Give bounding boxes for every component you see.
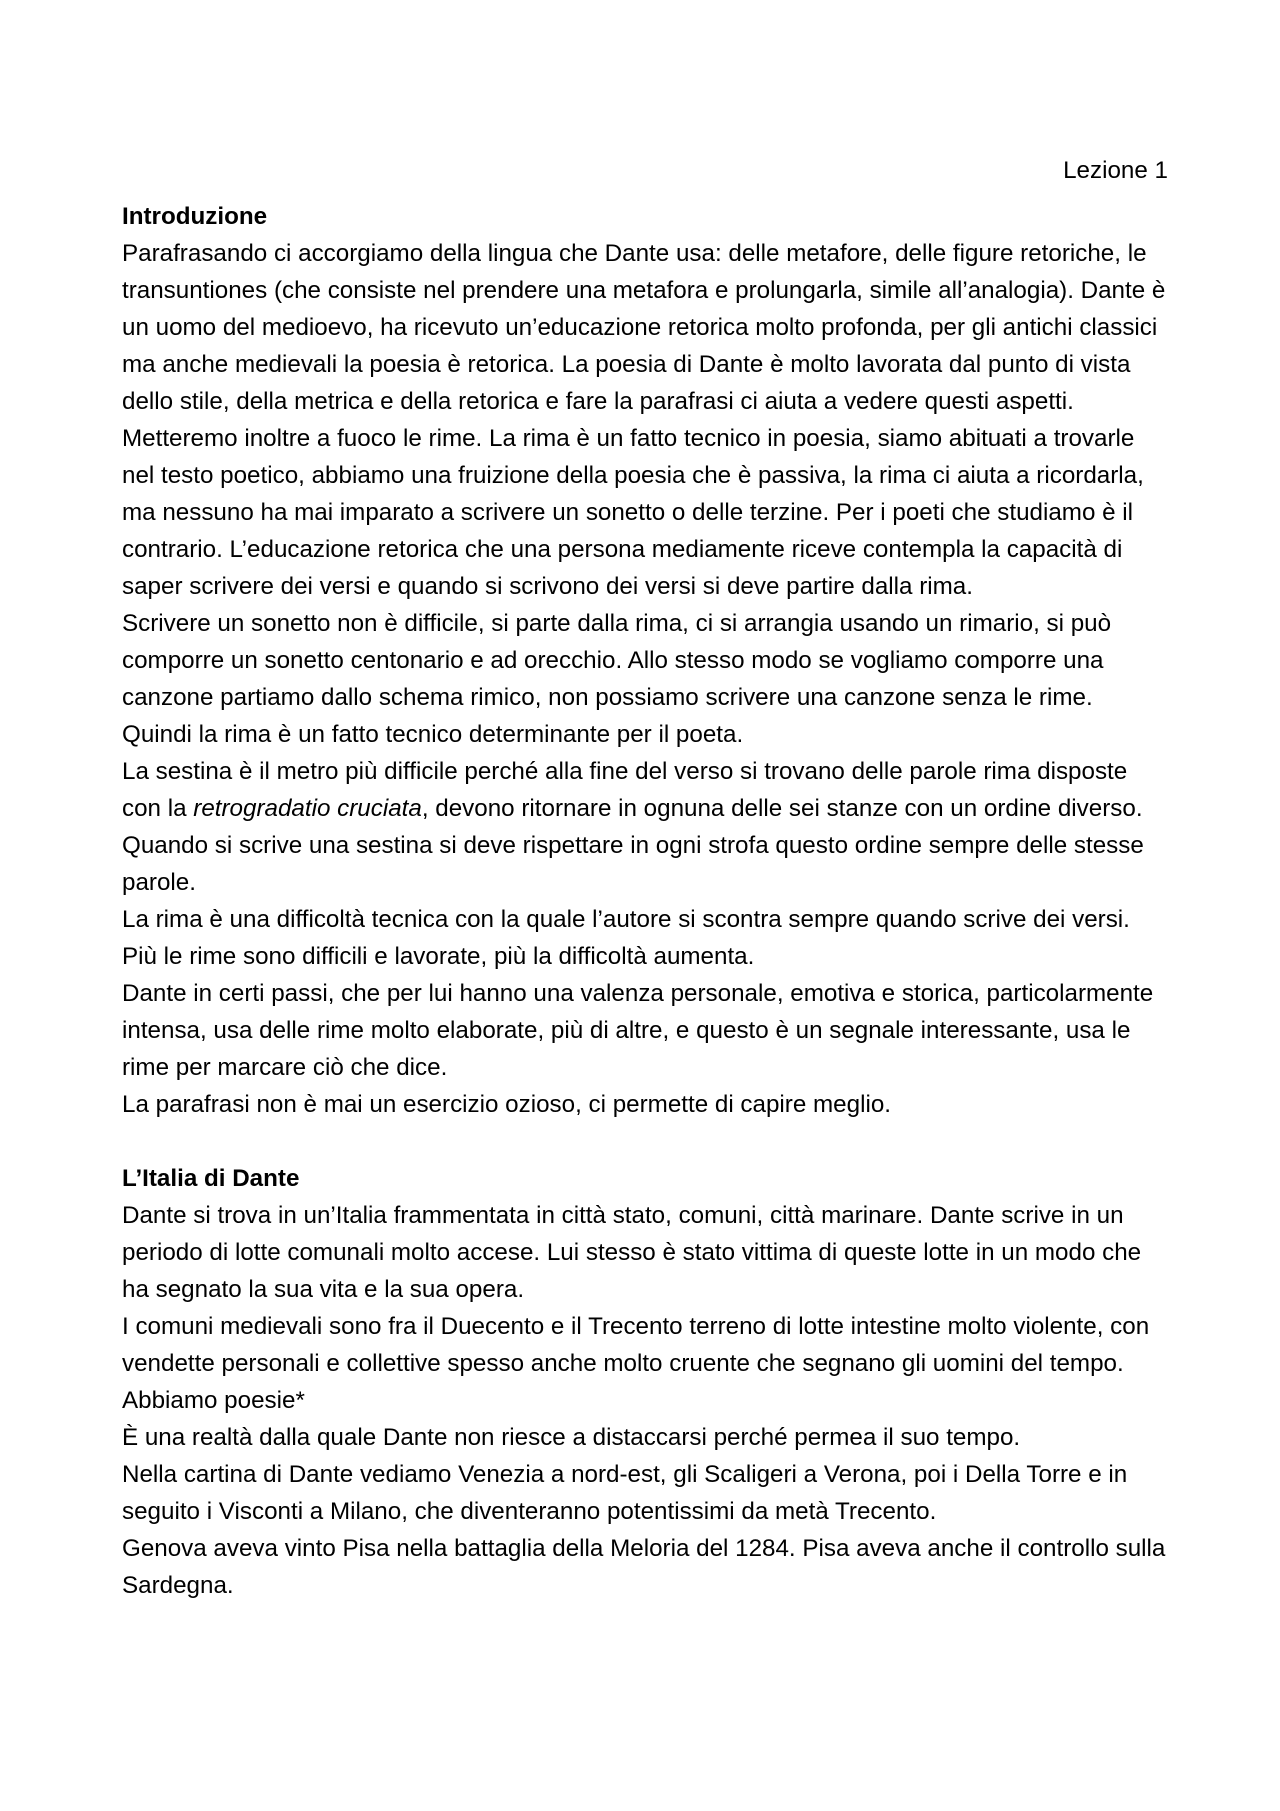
paragraph: La rima è una difficoltà tecnica con la quale l’autore si scontra sempre quando scrive dei versi. Più le rime sono difficili e lavorate, più la difficoltà aumenta. xyxy=(122,906,1130,970)
lesson-label: Lezione 1 xyxy=(1063,157,1168,184)
paragraph: I comuni medievali sono fra il Duecento e il Trecento terreno di lotte intestine molto violente, con vendette personali e collettive spesso anche molto cruente che segnano gli uomini del tempo. Abbiamo poesie* xyxy=(122,1313,1150,1414)
blank-line xyxy=(122,1123,1168,1160)
section-title-introduzione: Introduzione xyxy=(122,203,268,230)
paragraph: Parafrasando ci accorgiamo della lingua che Dante usa: delle metafore, delle figure retoriche, le transuntiones (che consiste nel prendere una metafora e prolungarla, simile all’analogia). Dante è un uomo del medioevo, ha ricevuto un’educazione retorica molto profonda, per gli antichi classici ma anche medievali la poesia è retorica. La poesia di Dante è molto lavorata dal punto di vista dello stile, della metrica e della retorica e fare la parafrasi ci aiuta a vedere questi aspetti. xyxy=(122,240,1166,415)
document-body xyxy=(122,152,1168,1604)
paragraph-sestina xyxy=(122,753,1168,901)
paragraph: Genova aveva vinto Pisa nella battaglia della Meloria del 1284. Pisa aveva anche il controllo sulla Sardegna. xyxy=(122,1535,1166,1599)
paragraph-text: La sestina è il metro più difficile perché alla fine del verso si trovano delle parole rima disposte con la xyxy=(122,758,1128,822)
paragraph: Scrivere un sonetto non è difficile, si parte dalla rima, ci si arrangia usando un rimario, si può comporre un sonetto centonario e ad orecchio. Allo stesso modo se vogliamo comporre una canzone partiamo dallo schema rimico, non possiamo scrivere una canzone senza le rime. Quindi la rima è un fatto tecnico determinante per il poeta. xyxy=(122,610,1112,748)
paragraph: Metteremo inoltre a fuoco le rime. La rima è un fatto tecnico in poesia, siamo abituati a trovarle nel testo poetico, abbiamo una fruizione della poesia che è passiva, la rima ci aiuta a ricordarla, ma nessuno ha mai imparato a scrivere un sonetto o delle terzine. Per i poeti che studiamo è il contrario. L’educazione retorica che una persona mediamente riceve contempla la capacità di saper scrivere dei versi e quando si scrivono dei versi si deve partire dalla rima. xyxy=(122,425,1144,600)
paragraph: Dante si trova in un’Italia frammentata in città stato, comuni, città marinare. Dante scrive in un periodo di lotte comunali molto accese. Lui stesso è stato vittima di queste lotte in un modo che ha segnato la sua vita e la sua opera. xyxy=(122,1202,1142,1303)
paragraph: Dante in certi passi, che per lui hanno una valenza personale, emotiva e storica, particolarmente intensa, usa delle rime molto elaborate, più di altre, e questo è un segnale interessante, usa le rime per marcare ciò che dice. xyxy=(122,980,1154,1081)
paragraph-text: , devono ritornare in ognuna delle sei stanze con un ordine diverso. Quando si scrive una sestina si deve rispettare in ogni strofa questo ordine sempre delle stesse parole. xyxy=(122,795,1144,896)
paragraph: È una realtà dalla quale Dante non riesce a distaccarsi perché permea il suo tempo. xyxy=(122,1424,1021,1451)
paragraph: Nella cartina di Dante vediamo Venezia a nord-est, gli Scaligeri a Verona, poi i Della Torre e in seguito i Visconti a Milano, che diventeranno potentissimi da metà Trecento. xyxy=(122,1461,1128,1525)
section-title-italia: L’Italia di Dante xyxy=(122,1165,300,1192)
paragraph: La parafrasi non è mai un esercizio ozioso, ci permette di capire meglio. xyxy=(122,1091,892,1118)
italic-term: retrogradatio cruciata xyxy=(193,795,422,822)
